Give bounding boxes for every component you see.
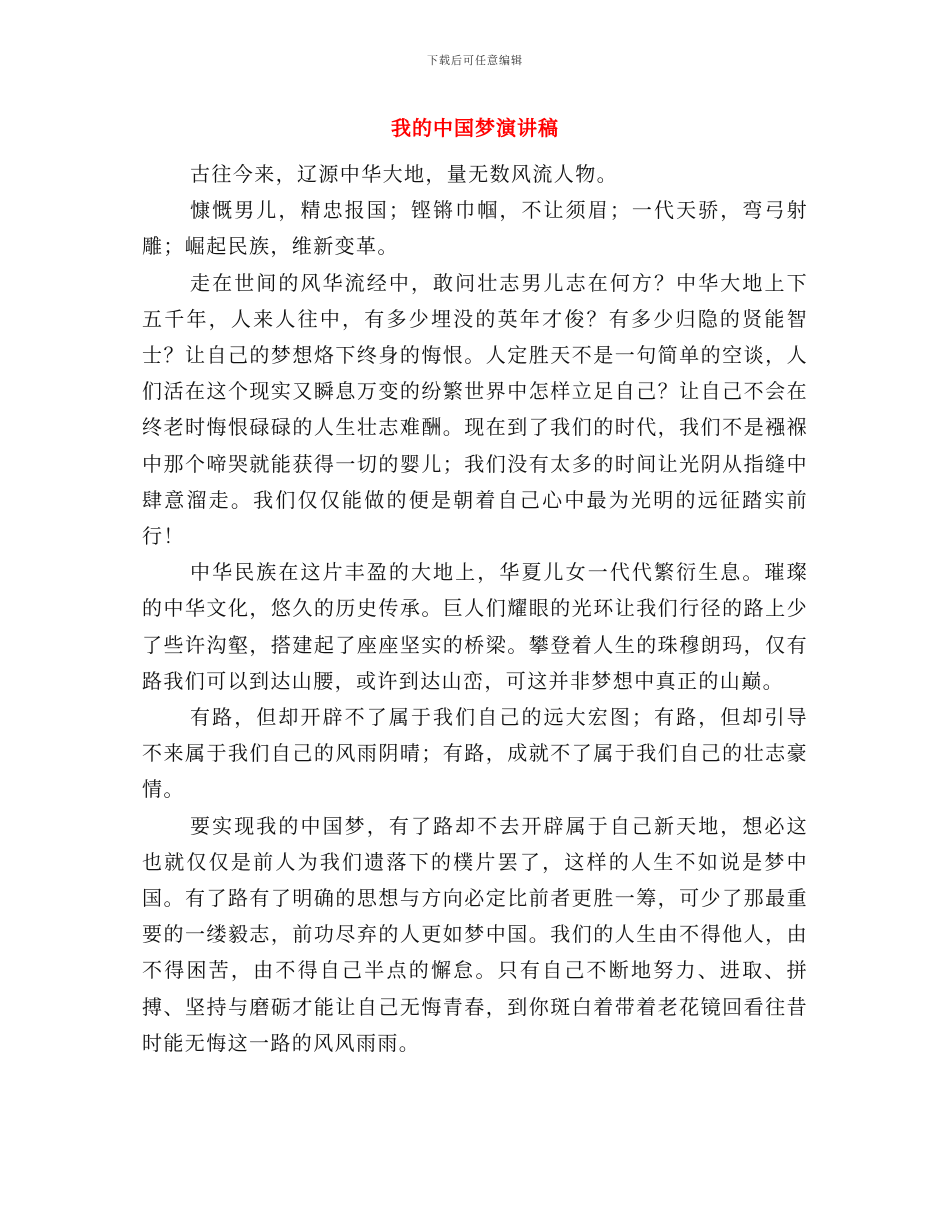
document-title: 我的中国梦演讲稿	[391, 116, 559, 140]
paragraph: 要实现我的中国梦，有了路却不去开辟属于自己新天地，想必这也就仅仅是前人为我们遗落下的樸片罢了，这样的人生不如说是梦中国。有了路有了明确的思想与方向必定比前者更胜一筹，可少了那最重要的一缕毅志，前功尽弃的人更如梦中国。我们的人生由不得他人，由不得困苦，由不得自己半点的懈怠。只有自己不断地努力、进取、拼搏、坚持与磨砺才能让自己无悔青春，到你斑白着带着老花镜回看往昔时能无悔这一路的风风雨雨。	[142, 813, 808, 1055]
paragraph: 古往今来，辽源中华大地，量无数风流人物。	[190, 162, 618, 186]
header-note: 下载后可任意编辑	[427, 54, 523, 67]
paragraph: 慷慨男儿，精忠报国；铿锵巾帼，不让须眉；一代天骄，弯弓射雕；崛起民族，维新变革。	[142, 198, 808, 259]
paragraph: 中华民族在这片丰盈的大地上，华夏儿女一代代繁衍生息。璀璨的中华文化，悠久的历史传承。巨人们耀眼的光环让我们行径的路上少了些许沟壑，搭建起了座座坚实的桥梁。攀登着人生的珠穆朗玛，仅有路我们可以到达山腰，或许到达山峦，可这并非梦想中真正的山巅。	[142, 560, 808, 693]
document-body	[142, 156, 808, 1061]
paragraph: 有路，但却开辟不了属于我们自己的远大宏图；有路，但却引导不来属于我们自己的风雨阴晴；有路，成就不了属于我们自己的壮志豪情。	[142, 705, 808, 802]
paragraph: 走在世间的风华流经中，敢问壮志男儿志在何方？中华大地上下五千年，人来人往中，有多少埋没的英年才俊？有多少归隐的贤能智士？让自己的梦想烙下终身的悔恨。人定胜天不是一句简单的空谈，人们活在这个现实又瞬息万变的纷繁世界中怎样立足自己？让自己不会在终老时悔恨碌碌的人生壮志难酬。现在到了我们的时代，我们不是襁褓中那个啼哭就能获得一切的婴儿；我们没有太多的时间让光阴从指缝中肆意溜走。我们仅仅能做的便是朝着自己心中最为光明的远征踏实前行！	[142, 270, 808, 549]
